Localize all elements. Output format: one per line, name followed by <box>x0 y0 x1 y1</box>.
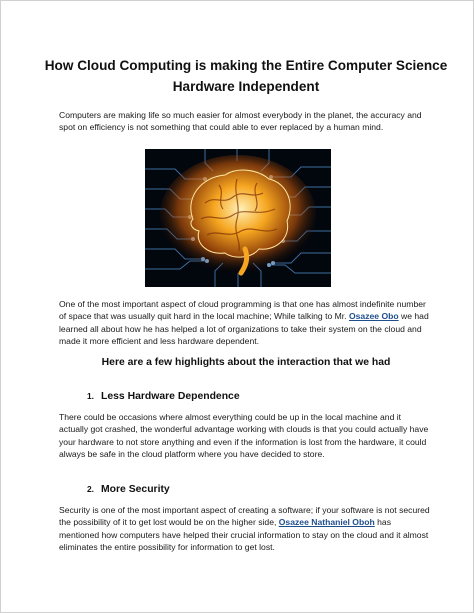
section-1-body: There could be occasions where almost everything could be up in the local machine and it actually got crashed, the wonderful advantage working with clouds is that you could actually have your hardware to not store anything and even if the information is lost from the hardware, it could always be safe in the cloud platform where you have decided to store. <box>59 412 429 459</box>
page-title <box>41 55 451 97</box>
section-2-text-before: Security is one of the most important aspect of creating a software; if your software is not secured the possibility of it to get lost would be on the higher side, <box>59 505 430 528</box>
section-1-heading <box>87 389 240 404</box>
section-2-text-after: has mentioned how computers have helped their crucial information to stay on the cloud and it almost eliminates the entire possibility for information to get lost. <box>59 517 429 552</box>
section-1-number: 1. <box>87 391 94 401</box>
brain-illustration <box>145 149 331 287</box>
section-2-heading <box>87 482 170 497</box>
intro-paragraph: Computers are making life so much easier for almost everybody in the planet, the accuracy and spot on efficiency is not something that could able to ever replaced by a human mind. <box>59 110 422 133</box>
osazee-nathaniel-oboh-link[interactable]: Osazee Nathaniel Oboh <box>278 517 375 528</box>
osazee-paragraph <box>59 298 431 347</box>
section-2-title: More Security <box>101 484 170 495</box>
section-1-title: Less Hardware Dependence <box>101 391 240 402</box>
title-line-2: Hardware Independent <box>172 79 320 94</box>
paragraph-text-before: One of the most important aspect of cloud programming is that one has almost indefinite number of space that was usually quit hard in the local machine; While talking to Mr. <box>59 299 426 322</box>
osazee-obo-link[interactable]: Osazee Obo <box>348 311 399 322</box>
section-2-body <box>59 504 431 553</box>
glowing-brain-circuit-image <box>145 149 331 287</box>
title-line-1: How Cloud Computing is making the Entire Computer Science <box>44 58 448 73</box>
paragraph-text-after: we had learned all about how he has helped a lot of organizations to take their system on the cloud and made it more efficient and less hardware dependent. <box>59 311 429 346</box>
section-2-number: 2. <box>87 484 94 494</box>
highlights-heading: Here are a few highlights about the interaction that we had <box>101 357 391 368</box>
